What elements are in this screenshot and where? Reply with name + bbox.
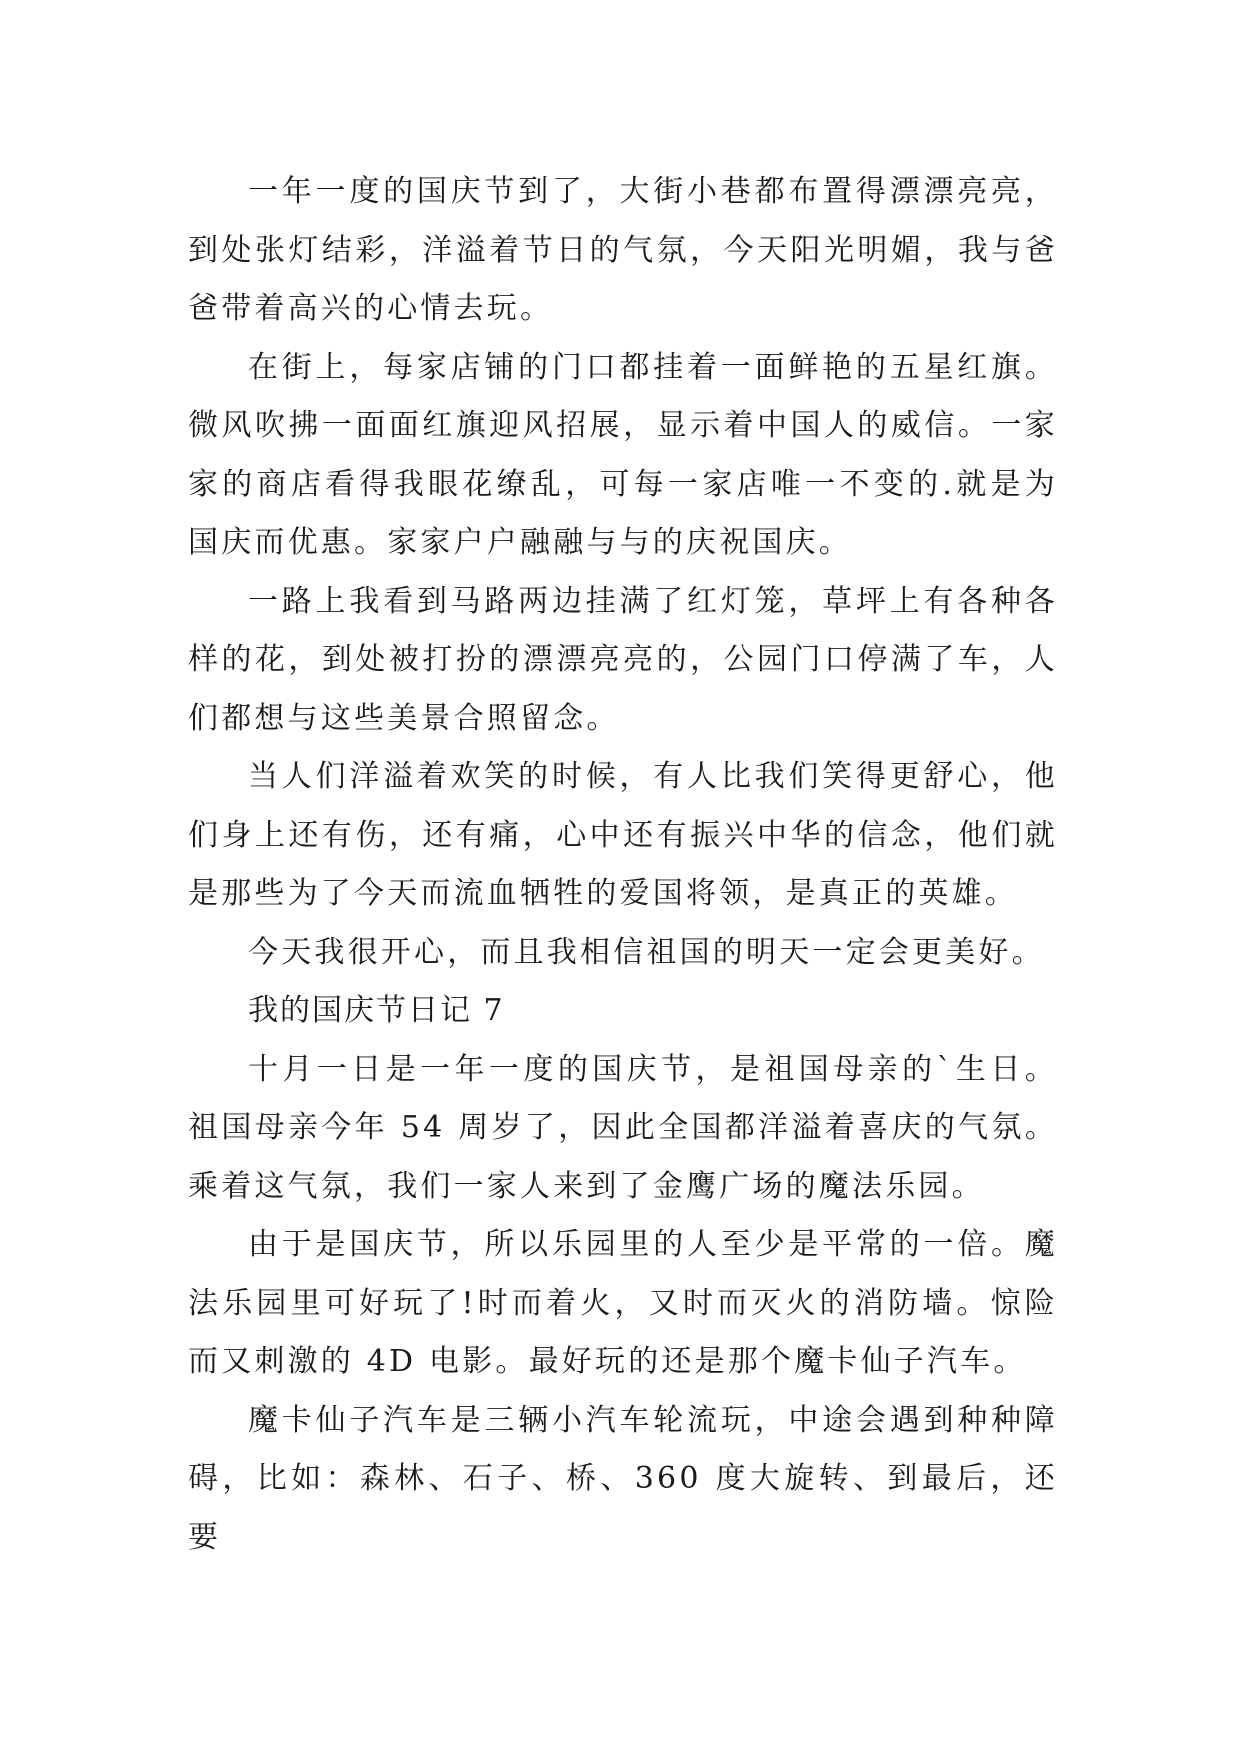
paragraph: 一路上我看到马路两边挂满了红灯笼，草坪上有各种各样的花，到处被打扮的漂漂亮亮的，公园门口停满了车，人们都想与这些美景合照留念。: [188, 583, 1058, 736]
paragraph: 在街上，每家店铺的门口都挂着一面鲜艳的五星红旗。微风吹拂一面面红旗迎风招展，显示着中国人的威信。一家家的商店看得我眼花缭乱，可每一家店唯一不变的.就是为国庆而优惠。家家户户融融与与的庆祝国庆。: [188, 349, 1058, 560]
paragraph: 当人们洋溢着欢笑的时候，有人比我们笑得更舒心，他们身上还有伤，还有痛，心中还有振兴中华的信念，他们就是那些为了今天而流血牺牲的爱国将领，是真正的英雄。: [188, 759, 1058, 911]
paragraph: 魔卡仙子汽车是三辆小汽车轮流玩，中途会遇到种种障碍，比如：森林、石子、桥、360 度大旋转、到最后，还要: [188, 1402, 1058, 1555]
section-title: 我的国庆节日记 7: [248, 993, 505, 1028]
document-body: [188, 163, 1058, 1567]
paragraph: 一年一度的国庆节到了，大街小巷都布置得漂漂亮亮，到处张灯结彩，洋溢着节日的气氛，今天阳光明媚，我与爸爸带着高兴的心情去玩。: [188, 174, 1058, 326]
paragraph: 十月一日是一年一度的国庆节，是祖国母亲的`生日。祖国母亲今年 54 周岁了，因此全国都洋溢着喜庆的气氛。乘着这气氛，我们一家人来到了金鹰广场的魔法乐园。: [188, 1051, 1058, 1204]
paragraph: 今天我很开心，而且我相信祖国的明天一定会更美好。: [248, 934, 1045, 970]
paragraph: 由于是国庆节，所以乐园里的人至少是平常的一倍。魔法乐园里可好玩了!时而着火，又时而灭火的消防墙。惊险而又刺激的 4D 电影。最好玩的还是那个魔卡仙子汽车。: [188, 1227, 1058, 1379]
